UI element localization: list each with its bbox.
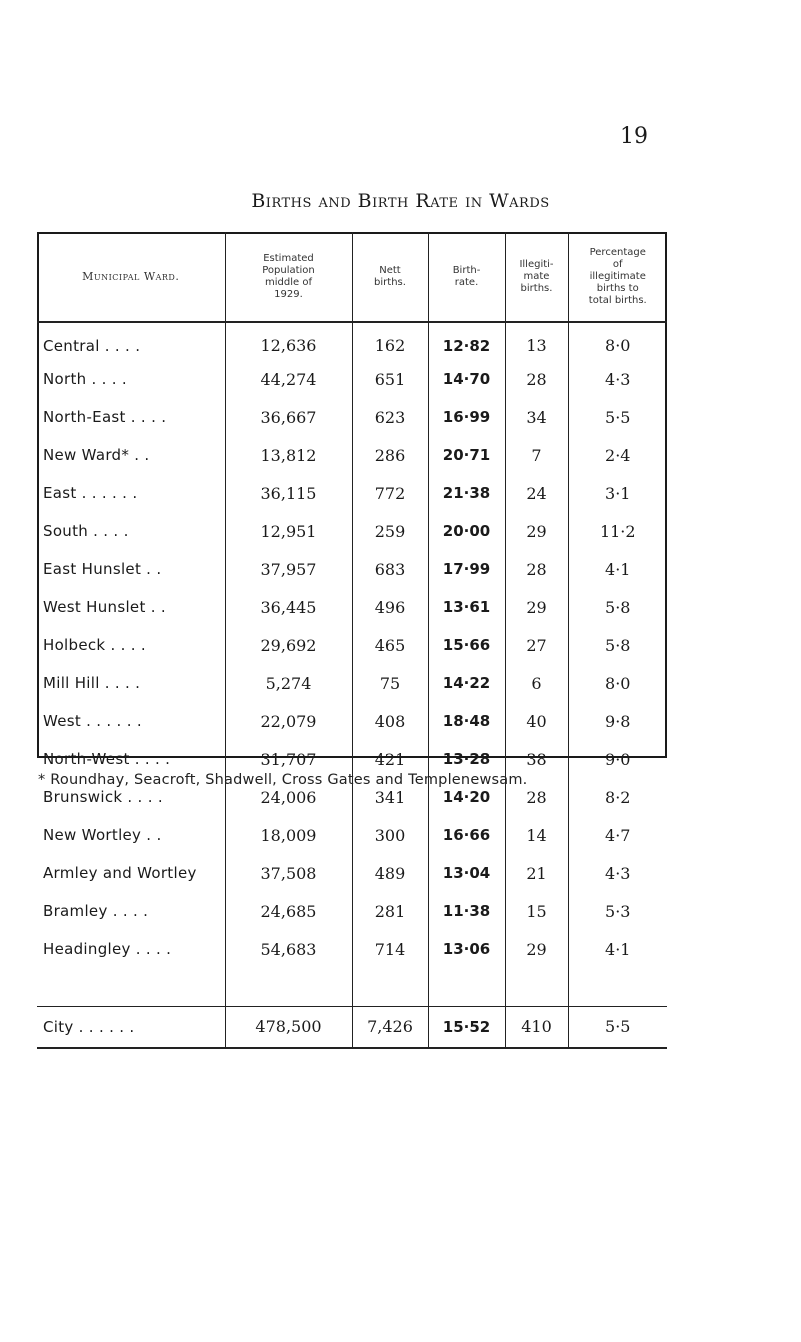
header-percentage: Percentage of illegitimate births to total births. xyxy=(568,232,667,322)
cell-births: 623 xyxy=(352,398,428,436)
table-row xyxy=(37,854,667,892)
cell-births: 496 xyxy=(352,588,428,626)
cell-rate: 14·70 xyxy=(428,360,505,398)
cell-births: 408 xyxy=(352,702,428,740)
cell-percentage: 4·3 xyxy=(605,369,631,389)
cell-ward: Holbeck . . . . xyxy=(37,626,225,664)
cell-rate: 14·22 xyxy=(428,664,505,702)
cell-illegitimate: 27 xyxy=(505,626,568,664)
header-illegitimate: Illegiti- mate births. xyxy=(505,232,568,322)
cell-percentage: 4·1 xyxy=(605,939,631,959)
cell-births: 714 xyxy=(352,930,428,968)
table-row xyxy=(37,550,667,588)
page-number: 19 xyxy=(620,124,648,149)
table-row xyxy=(37,930,667,968)
cell-percentage: 8·2 xyxy=(605,787,631,807)
cell-rate: 20·00 xyxy=(428,512,505,550)
cell-rate: 13·61 xyxy=(428,588,505,626)
cell-ward: North-East . . . . xyxy=(37,398,225,436)
cell-births: 162 xyxy=(352,322,428,360)
cell-percentage: 4·3 xyxy=(605,863,631,883)
cell-percentage: 8·0 xyxy=(605,673,631,693)
cell-births: 683 xyxy=(352,550,428,588)
cell-rate: 18·48 xyxy=(428,702,505,740)
table-row xyxy=(37,474,667,512)
cell-ward: North-West . . . . xyxy=(37,740,225,778)
table-row xyxy=(37,512,667,550)
cell-population: 18,009 xyxy=(225,816,352,854)
header-ward: Municipal Ward. xyxy=(37,232,225,322)
cell-rate: 14·20 xyxy=(428,778,505,816)
cell-births: 421 xyxy=(352,740,428,778)
header-rate: Birth- rate. xyxy=(428,232,505,322)
cell-ward: New Wortley . . xyxy=(37,816,225,854)
cell-ward: West Hunslet . . xyxy=(37,588,225,626)
cell-population: 36,115 xyxy=(225,474,352,512)
cell-rate: 20·71 xyxy=(428,436,505,474)
cell-percentage: 9·0 xyxy=(605,749,631,769)
cell-population: 12,636 xyxy=(225,322,352,360)
cell-illegitimate: 13 xyxy=(505,322,568,360)
cell-births: 489 xyxy=(352,854,428,892)
cell-rate: 11·38 xyxy=(428,892,505,930)
cell-births: 259 xyxy=(352,512,428,550)
cell-illegitimate: 7 xyxy=(505,436,568,474)
table-row xyxy=(37,626,667,664)
cell-ward: Brunswick . . . . xyxy=(37,778,225,816)
spacer-cell xyxy=(428,968,505,1006)
cell-population: 37,508 xyxy=(225,854,352,892)
cell-ward: East . . . . . . xyxy=(37,474,225,512)
cell-ward: West . . . . . . xyxy=(37,702,225,740)
cell-population: 24,006 xyxy=(225,778,352,816)
cell-population: 5,274 xyxy=(225,664,352,702)
cell-population: 36,667 xyxy=(225,398,352,436)
total-births: 7,426 xyxy=(352,1006,428,1048)
cell-rate: 13·28 xyxy=(428,740,505,778)
cell-population: 36,445 xyxy=(225,588,352,626)
header-births: Nett births. xyxy=(352,232,428,322)
header-population: Estimated Population middle of 1929. xyxy=(225,232,352,322)
cell-rate: 13·06 xyxy=(428,930,505,968)
footnote: * Roundhay, Seacroft, Shadwell, Cross Gates and Templenewsam. xyxy=(38,772,528,788)
table-row xyxy=(37,398,667,436)
cell-illegitimate: 28 xyxy=(505,360,568,398)
spacer-cell xyxy=(505,968,568,1006)
table-row xyxy=(37,322,667,360)
page-title: Births and Birth Rate in Wards xyxy=(251,190,550,212)
total-rate: 15·52 xyxy=(428,1006,505,1048)
births-table xyxy=(37,232,667,1049)
cell-rate: 17·99 xyxy=(428,550,505,588)
cell-population: 29,692 xyxy=(225,626,352,664)
cell-illegitimate: 28 xyxy=(505,550,568,588)
cell-percentage: 5·8 xyxy=(605,635,631,655)
table-row xyxy=(37,816,667,854)
cell-percentage: 2·4 xyxy=(605,445,631,465)
cell-ward: Central . . . . xyxy=(37,322,225,360)
cell-percentage: 8·0 xyxy=(605,336,631,355)
cell-percentage: 3·1 xyxy=(605,483,631,503)
table-row xyxy=(37,702,667,740)
table-body xyxy=(37,322,667,1048)
cell-population: 54,683 xyxy=(225,930,352,968)
cell-illegitimate: 34 xyxy=(505,398,568,436)
cell-illegitimate: 29 xyxy=(505,512,568,550)
spacer-row xyxy=(37,968,667,1006)
cell-illegitimate: 6 xyxy=(505,664,568,702)
cell-ward: South . . . . xyxy=(37,512,225,550)
cell-ward: Armley and Wortley xyxy=(37,854,225,892)
table-row xyxy=(37,588,667,626)
cell-population: 13,812 xyxy=(225,436,352,474)
total-ward: City . . . . . . xyxy=(37,1006,225,1048)
cell-illegitimate: 28 xyxy=(505,778,568,816)
table-row xyxy=(37,664,667,702)
table-row xyxy=(37,360,667,398)
cell-births: 281 xyxy=(352,892,428,930)
cell-population: 12,951 xyxy=(225,512,352,550)
cell-illegitimate: 21 xyxy=(505,854,568,892)
header-row xyxy=(37,232,667,322)
cell-rate: 21·38 xyxy=(428,474,505,512)
cell-population: 31,707 xyxy=(225,740,352,778)
cell-ward: East Hunslet . . xyxy=(37,550,225,588)
cell-births: 772 xyxy=(352,474,428,512)
cell-population: 44,274 xyxy=(225,360,352,398)
cell-illegitimate: 29 xyxy=(505,930,568,968)
cell-births: 75 xyxy=(352,664,428,702)
cell-rate: 16·99 xyxy=(428,398,505,436)
cell-percentage: 4·1 xyxy=(605,559,631,579)
cell-population: 37,957 xyxy=(225,550,352,588)
cell-percentage: 5·8 xyxy=(605,597,631,617)
cell-illegitimate: 14 xyxy=(505,816,568,854)
spacer-cell xyxy=(37,968,225,1006)
spacer-cell xyxy=(352,968,428,1006)
cell-births: 286 xyxy=(352,436,428,474)
cell-percentage: 9·8 xyxy=(605,711,631,731)
cell-ward: North . . . . xyxy=(37,360,225,398)
cell-population: 22,079 xyxy=(225,702,352,740)
cell-illegitimate: 29 xyxy=(505,588,568,626)
cell-percentage: 11·2 xyxy=(599,521,636,541)
cell-ward: New Ward* . . xyxy=(37,436,225,474)
spacer-cell xyxy=(568,968,667,1006)
cell-ward: Mill Hill . . . . xyxy=(37,664,225,702)
total-population: 478,500 xyxy=(225,1006,352,1048)
cell-rate: 12·82 xyxy=(428,322,505,360)
cell-rate: 16·66 xyxy=(428,816,505,854)
cell-illegitimate: 40 xyxy=(505,702,568,740)
cell-births: 651 xyxy=(352,360,428,398)
total-illegitimate: 410 xyxy=(505,1006,568,1048)
cell-births: 465 xyxy=(352,626,428,664)
cell-illegitimate: 15 xyxy=(505,892,568,930)
cell-births: 300 xyxy=(352,816,428,854)
total-percentage: 5·5 xyxy=(568,1006,667,1048)
cell-rate: 15·66 xyxy=(428,626,505,664)
total-row xyxy=(37,1006,667,1048)
cell-ward: Bramley . . . . xyxy=(37,892,225,930)
cell-illegitimate: 38 xyxy=(505,740,568,778)
table-row xyxy=(37,436,667,474)
cell-percentage: 5·3 xyxy=(605,901,631,921)
spacer-cell xyxy=(225,968,352,1006)
cell-population: 24,685 xyxy=(225,892,352,930)
cell-ward: Headingley . . . . xyxy=(37,930,225,968)
cell-births: 341 xyxy=(352,778,428,816)
cell-percentage: 4·7 xyxy=(605,825,631,845)
cell-percentage: 5·5 xyxy=(605,407,631,427)
table-row xyxy=(37,892,667,930)
cell-rate: 13·04 xyxy=(428,854,505,892)
cell-illegitimate: 24 xyxy=(505,474,568,512)
